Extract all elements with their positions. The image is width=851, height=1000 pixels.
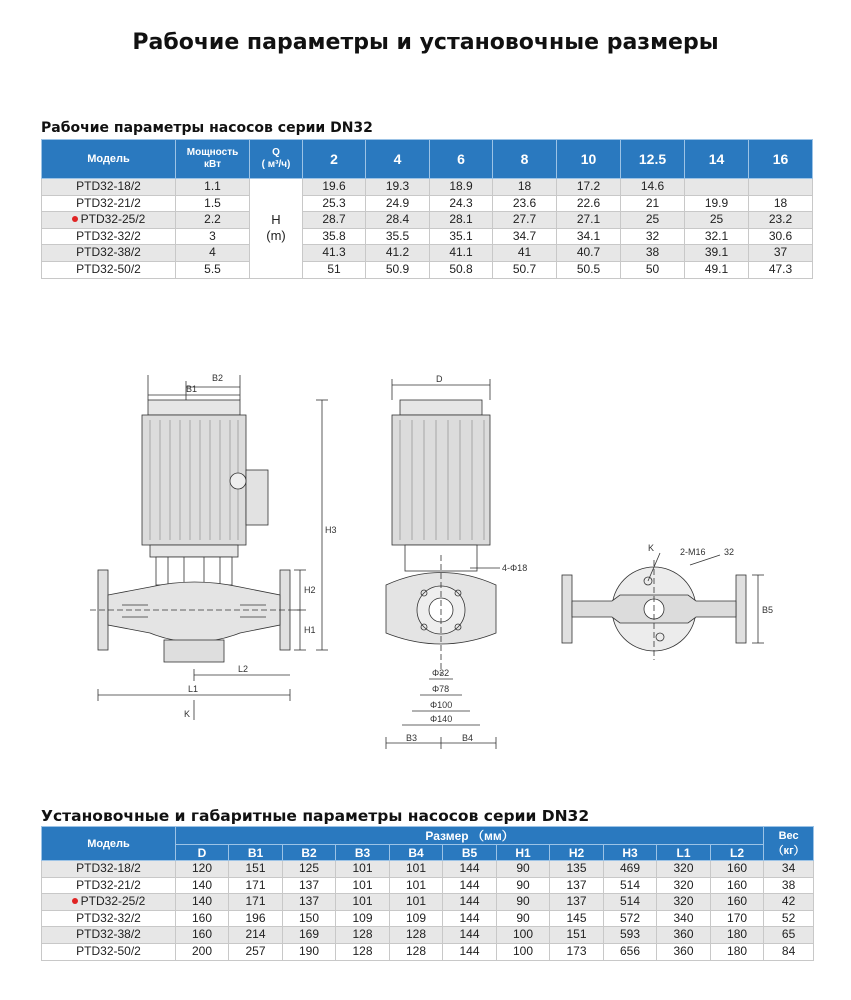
- front-view: [90, 375, 328, 720]
- head-value-cell: 25.3: [303, 195, 366, 212]
- top-view: [562, 553, 764, 660]
- power-cell: 1.1: [176, 179, 250, 196]
- dimension-cell: 137: [550, 877, 604, 894]
- flow-header-cell: 6: [430, 140, 493, 179]
- dimension-cell: 100: [497, 943, 550, 960]
- head-value-cell: 50.5: [557, 261, 621, 278]
- head-value-cell: 40.7: [557, 245, 621, 262]
- head-value-cell: 24.3: [430, 195, 493, 212]
- dim-m16-label: 2-M16: [680, 547, 706, 557]
- dim-b3-label: B3: [406, 733, 418, 743]
- flow-column-header: [250, 140, 303, 179]
- head-value-cell: 22.6: [557, 195, 621, 212]
- head-value-cell: 21: [621, 195, 685, 212]
- power-column-header: [176, 140, 250, 179]
- dimension-cell: 128: [390, 943, 443, 960]
- dimension-cell: 320: [657, 877, 711, 894]
- dimensions-table: [41, 826, 814, 961]
- dimension-header-cell: L1: [657, 845, 711, 861]
- head-value-cell: 49.1: [685, 261, 749, 278]
- dimension-header-cell: D: [176, 845, 229, 861]
- dim-b5-label: B5: [762, 605, 774, 615]
- dim-d78-label: Φ78: [432, 684, 450, 694]
- dimension-cell: 169: [283, 927, 336, 944]
- dimension-cell: 360: [657, 927, 711, 944]
- weight-column-header: [764, 827, 814, 861]
- dimension-cell: 140: [176, 877, 229, 894]
- head-value-cell: 27.1: [557, 212, 621, 229]
- dimension-cell: 101: [390, 861, 443, 878]
- head-value-cell: 37: [749, 245, 813, 262]
- dim-d140-label: Φ140: [430, 714, 453, 724]
- table-row: [42, 228, 813, 245]
- head-unit: (m): [266, 228, 286, 244]
- dimension-cell: 109: [336, 910, 390, 927]
- dimension-cell: 137: [550, 894, 604, 911]
- dim-d-label: D: [436, 374, 443, 384]
- dimension-cell: 257: [229, 943, 283, 960]
- selected-marker-icon: [72, 216, 78, 222]
- dimension-header-cell: L2: [711, 845, 764, 861]
- dimension-cell: 145: [550, 910, 604, 927]
- dim-h3-label: H3: [325, 525, 337, 535]
- dimension-cell: 90: [497, 910, 550, 927]
- power-cell: 5.5: [176, 261, 250, 278]
- dim-32-label: 32: [724, 547, 735, 557]
- head-value-cell: 34.1: [557, 228, 621, 245]
- head-label: H: [271, 212, 281, 228]
- flow-header-line2: ( м³/ч): [261, 159, 291, 170]
- pump-dimension-drawing: [60, 355, 780, 755]
- head-unit-cell: [250, 179, 303, 279]
- dimension-cell: 144: [443, 894, 497, 911]
- model-cell: PTD32-21/2: [42, 195, 176, 212]
- model-name: PTD32-25/2: [80, 894, 146, 909]
- head-value-cell: 23.6: [493, 195, 557, 212]
- dimension-cell: 128: [390, 927, 443, 944]
- dimension-cell: 173: [550, 943, 604, 960]
- table-row: [42, 861, 814, 878]
- dimension-cell: 360: [657, 943, 711, 960]
- dimension-cell: 144: [443, 910, 497, 927]
- head-value-cell: 41: [493, 245, 557, 262]
- model-cell: PTD32-50/2: [42, 261, 176, 278]
- dimension-cell: 101: [390, 877, 443, 894]
- table-row: [42, 910, 814, 927]
- dimension-header-cell: H1: [497, 845, 550, 861]
- model-cell: PTD32-18/2: [42, 179, 176, 196]
- dim-k-label: K: [184, 709, 191, 719]
- head-value-cell: 24.9: [366, 195, 430, 212]
- dimension-header-cell: B2: [283, 845, 336, 861]
- flow-header-cell: 16: [749, 140, 813, 179]
- dimension-cell: 90: [497, 861, 550, 878]
- head-value-cell: 18: [493, 179, 557, 196]
- head-value-cell: [749, 179, 813, 196]
- dimension-cell: 160: [711, 877, 764, 894]
- head-value-cell: 28.4: [366, 212, 430, 229]
- size-group-header: Размер （мм）: [176, 827, 764, 845]
- dimension-cell: 101: [336, 861, 390, 878]
- model-cell: [42, 894, 176, 911]
- weight-cell: 52: [764, 910, 814, 927]
- dimension-header-cell: B1: [229, 845, 283, 861]
- power-header-line2: кВт: [204, 159, 221, 170]
- model-column-header: Модель: [42, 140, 176, 179]
- head-value-cell: 35.1: [430, 228, 493, 245]
- dimension-cell: 469: [604, 861, 657, 878]
- dimension-cell: 214: [229, 927, 283, 944]
- table-row: [42, 877, 814, 894]
- head-value-cell: 41.2: [366, 245, 430, 262]
- dimension-cell: 144: [443, 861, 497, 878]
- dimension-cell: 101: [336, 894, 390, 911]
- dim-d32-label: Φ32: [432, 668, 450, 678]
- dimension-header-cell: H3: [604, 845, 657, 861]
- dimension-cell: 200: [176, 943, 229, 960]
- dimension-cell: 140: [176, 894, 229, 911]
- model-cell: PTD32-18/2: [42, 861, 176, 878]
- power-cell: 4: [176, 245, 250, 262]
- dimension-cell: 128: [336, 927, 390, 944]
- weight-cell: 34: [764, 861, 814, 878]
- dim-l1-label: L1: [188, 684, 199, 694]
- dimension-cell: 137: [283, 894, 336, 911]
- dim-h2-label: H2: [304, 585, 316, 595]
- head-value-cell: 35.5: [366, 228, 430, 245]
- dimension-cell: 196: [229, 910, 283, 927]
- dim-b4-label: B4: [462, 733, 474, 743]
- dimension-cell: 150: [283, 910, 336, 927]
- head-value-cell: 41.3: [303, 245, 366, 262]
- dimension-cell: 120: [176, 861, 229, 878]
- table-row: [42, 261, 813, 278]
- dimension-cell: 171: [229, 894, 283, 911]
- table-row: [42, 927, 814, 944]
- dimension-cell: 151: [550, 927, 604, 944]
- head-value-cell: 47.3: [749, 261, 813, 278]
- dimension-cell: 137: [283, 877, 336, 894]
- table-row: [42, 245, 813, 262]
- dimension-cell: 572: [604, 910, 657, 927]
- flow-header-cell: 12.5: [621, 140, 685, 179]
- weight-header-line1: Вес: [778, 829, 799, 842]
- weight-cell: 65: [764, 927, 814, 944]
- page-title: Рабочие параметры и установочные размеры: [132, 30, 719, 55]
- dimension-cell: 101: [336, 877, 390, 894]
- power-header-line1: Мощность: [186, 147, 239, 158]
- head-value-cell: 50.8: [430, 261, 493, 278]
- head-value-cell: 28.7: [303, 212, 366, 229]
- dimension-cell: 90: [497, 894, 550, 911]
- power-cell: 3: [176, 228, 250, 245]
- performance-table: [41, 139, 813, 279]
- dimension-cell: 144: [443, 927, 497, 944]
- table-row: [42, 943, 814, 960]
- head-value-cell: 18: [749, 195, 813, 212]
- head-value-cell: 38: [621, 245, 685, 262]
- dimension-cell: 160: [711, 894, 764, 911]
- model-name: PTD32-25/2: [80, 212, 146, 227]
- head-value-cell: 19.9: [685, 195, 749, 212]
- weight-header-line2: （кг）: [772, 844, 805, 857]
- dimension-cell: 144: [443, 877, 497, 894]
- head-value-cell: 19.6: [303, 179, 366, 196]
- dimension-cell: 128: [336, 943, 390, 960]
- dimension-cell: 160: [711, 861, 764, 878]
- dim-h1-label: H1: [304, 625, 316, 635]
- head-value-cell: 41.1: [430, 245, 493, 262]
- dimension-cell: 160: [176, 910, 229, 927]
- head-value-cell: 50: [621, 261, 685, 278]
- head-value-cell: 23.2: [749, 212, 813, 229]
- head-value-cell: 50.7: [493, 261, 557, 278]
- head-value-cell: 18.9: [430, 179, 493, 196]
- weight-cell: 84: [764, 943, 814, 960]
- dimension-cell: 171: [229, 877, 283, 894]
- power-cell: 2.2: [176, 212, 250, 229]
- weight-cell: 42: [764, 894, 814, 911]
- head-value-cell: 28.1: [430, 212, 493, 229]
- head-value-cell: 50.9: [366, 261, 430, 278]
- model-cell: PTD32-32/2: [42, 228, 176, 245]
- flow-header-line1: Q: [272, 147, 280, 158]
- head-value-cell: 17.2: [557, 179, 621, 196]
- dim-b2-label: B2: [212, 373, 224, 383]
- model-cell: PTD32-38/2: [42, 245, 176, 262]
- performance-header-row: [42, 140, 813, 179]
- table-row: [42, 894, 814, 911]
- flow-header-cell: 2: [303, 140, 366, 179]
- head-value-cell: 32.1: [685, 228, 749, 245]
- model-column-header: Модель: [42, 827, 176, 861]
- model-cell: PTD32-21/2: [42, 877, 176, 894]
- dimension-cell: 340: [657, 910, 711, 927]
- flow-header-cell: 14: [685, 140, 749, 179]
- flow-header-cell: 10: [557, 140, 621, 179]
- table-row: [42, 195, 813, 212]
- dimensions-header-row-top: [42, 827, 814, 845]
- dimensions-table-title: Установочные и габаритные параметры насосов серии DN32: [41, 807, 590, 825]
- head-value-cell: 34.7: [493, 228, 557, 245]
- dimension-cell: 144: [443, 943, 497, 960]
- dimension-header-cell: H2: [550, 845, 604, 861]
- dimension-header-cell: B3: [336, 845, 390, 861]
- model-cell: PTD32-38/2: [42, 927, 176, 944]
- dimension-header-cell: B5: [443, 845, 497, 861]
- head-value-cell: 30.6: [749, 228, 813, 245]
- head-value-cell: 51: [303, 261, 366, 278]
- dimension-cell: 320: [657, 894, 711, 911]
- dim-holes-label: 4-Φ18: [502, 563, 528, 573]
- flow-header-cell: 4: [366, 140, 430, 179]
- dimension-cell: 170: [711, 910, 764, 927]
- dimension-cell: 320: [657, 861, 711, 878]
- table-row: [42, 212, 813, 229]
- dimension-cell: 135: [550, 861, 604, 878]
- dimension-cell: 180: [711, 943, 764, 960]
- dimension-cell: 593: [604, 927, 657, 944]
- dimension-cell: 514: [604, 877, 657, 894]
- head-value-cell: [685, 179, 749, 196]
- table-row: [42, 179, 813, 196]
- dimension-cell: 101: [390, 894, 443, 911]
- dimension-cell: 160: [176, 927, 229, 944]
- dimension-cell: 109: [390, 910, 443, 927]
- dim-b1-label: B1: [186, 384, 198, 394]
- dimension-cell: 125: [283, 861, 336, 878]
- performance-table-title: Рабочие параметры насосов серии DN32: [41, 120, 373, 136]
- head-value-cell: 32: [621, 228, 685, 245]
- head-value-cell: 25: [685, 212, 749, 229]
- dim-k2-label: K: [648, 543, 655, 553]
- weight-cell: 38: [764, 877, 814, 894]
- model-cell: PTD32-50/2: [42, 943, 176, 960]
- dimension-cell: 656: [604, 943, 657, 960]
- dimension-cell: 180: [711, 927, 764, 944]
- dimension-cell: 514: [604, 894, 657, 911]
- dimension-header-cell: B4: [390, 845, 443, 861]
- power-cell: 1.5: [176, 195, 250, 212]
- dimension-cell: 100: [497, 927, 550, 944]
- selected-marker-icon: [72, 898, 78, 904]
- dimension-cell: 151: [229, 861, 283, 878]
- model-cell: PTD32-32/2: [42, 910, 176, 927]
- head-value-cell: 35.8: [303, 228, 366, 245]
- dim-l2-label: L2: [238, 664, 249, 674]
- model-cell: [42, 212, 176, 229]
- flow-header-cell: 8: [493, 140, 557, 179]
- head-value-cell: 14.6: [621, 179, 685, 196]
- head-value-cell: 25: [621, 212, 685, 229]
- head-value-cell: 39.1: [685, 245, 749, 262]
- head-value-cell: 27.7: [493, 212, 557, 229]
- head-value-cell: 19.3: [366, 179, 430, 196]
- dim-d100-label: Φ100: [430, 700, 453, 710]
- dimension-cell: 190: [283, 943, 336, 960]
- dimension-cell: 90: [497, 877, 550, 894]
